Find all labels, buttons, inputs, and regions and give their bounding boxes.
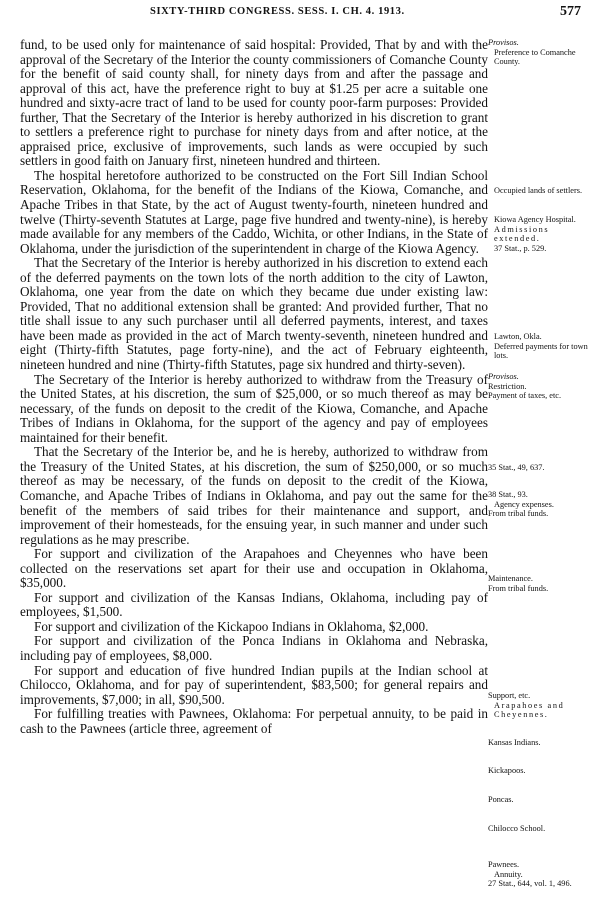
paragraph-pawnees: For fulfilling treaties with Pawnees, Oklahoma: For perpetual annuity, to be paid in cash to the Pawnees (article three, agreement of xyxy=(20,706,488,736)
margin-note-poncas: Poncas. xyxy=(488,795,514,804)
margin-note-maintenance: Maintenance. From tribal funds. xyxy=(488,574,549,593)
margin-note-lawton: Lawton, Okla. Deferred payments for town lots. xyxy=(494,332,588,361)
margin-note-chilocco: Chilocco School. xyxy=(488,824,546,833)
margin-note-stat-35: 35 Stat., 49, 637. xyxy=(488,463,545,472)
running-head: SIXTY-THIRD CONGRESS. SESS. I. CH. 4. 1913. xyxy=(150,6,405,17)
paragraph-agency-expenses: The Secretary of the Interior is hereby authorized to withdraw from the Treasury of the United States, at his discretion, the sum of $25,000, or so much thereof as may be necessary, of the funds on deposit to the credit of the Kiowa, Comanche, and Apache Tribes of Indians in Oklahoma, for the support of the agency and pay of employees maintained for their benefit. xyxy=(20,371,488,445)
paragraph-maintenance: That the Secretary of the Interior be, and he is hereby, authorized to withdraw from the Treasury of the United States, at his discretion, the sum of $250,000, or so much thereof as may be necessary, of the funds on deposit to the credit of the Kiowa, Comanche, and Apache Tribes of Indians in Oklahoma, and pay out the same for the benefit of the members of said tribes for their maintenance and support, and improvement of their homesteads, for the ensuing year, in such manner and under such regulations as he may prescribe. xyxy=(20,444,488,547)
margin-note-arapahoes: Support, etc. Arapahoes and Cheyennes. xyxy=(488,691,565,720)
margin-note-agency-expenses: 38 Stat., 93. Agency expenses. From tribal funds. xyxy=(488,490,554,519)
margin-note-kickapoos: Kickapoos. xyxy=(488,766,526,775)
margin-note-kiowa-hospital: Kiowa Agency Hospital. Admissions extended. 37 Stat., p. 529. xyxy=(494,215,576,253)
paragraph-ponca: For support and civilization of the Ponca Indians in Oklahoma and Nebraska, including pay of employees, $8,000. xyxy=(20,633,488,663)
margin-note-pawnees: Pawnees. Annuity. 27 Stat., 644, vol. 1, 496. xyxy=(488,860,572,889)
paragraph-arapahoes: For support and civilization of the Arapahoes and Cheyennes who have been collected on the reservations set apart for their use and occupation in Oklahoma, $35,000. xyxy=(20,546,488,591)
paragraph-kansas: For support and civilization of the Kansas Indians, Oklahoma, including pay of employees, $1,500. xyxy=(20,589,488,620)
margin-note-kansas: Kansas Indians. xyxy=(488,738,541,747)
page-header xyxy=(0,4,600,24)
paragraph-kickapoo: For support and civilization of the Kickapoo Indians in Oklahoma, $2,000. xyxy=(34,618,429,634)
paragraph-hospital-availability: The hospital heretofore authorized to be constructed on the Fort Sill Indian School Reservation, Oklahoma, for the benefit of the Indians of the Kiowa, Comanche, and Apache Tribes in that State, by the act of August twenty-fourth, nineteen hundred and twelve (Thirty-seventh Statutes at Large, page five hundred and twenty-nine), is hereby made available for any members of the Caddo, Wichita, or other Indians, in the State of Oklahoma, under the jurisdiction of the superintendent in charge of the Kiowa Agency. xyxy=(20,167,488,256)
paragraph-lawton-lots: That the Secretary of the Interior is hereby authorized in his discretion to extend each of the deferred payments on the town lots of the north addition to the city of Lawton, Oklahoma, one year from the date on which they became due under existing law: Provided, That no additional extension shall be granted: And provided further, That no title shall issue to any such purchaser until all deferred payments, interest, and taxes have been made as provided in the act of March twenty-seventh, nineteen hundred and eight (Thirty-fifth Statutes, page forty-nine), and the act of February eighteenth, nineteen hundred and nine (Thirty-fifth Statutes, page six hundred and thirty-seven). xyxy=(20,255,488,373)
paragraph-chilocco: For support and education of five hundred Indian pupils at the Indian school at Chilocco, Oklahoma, and for pay of superintendent, $83,500; for general repairs and improvements, $7,000; in all, $90,500. xyxy=(20,662,488,707)
margin-note-provisos: Provisos. Preference to Comanche County. xyxy=(488,38,576,67)
paragraph-hospital-fund: fund, to be used only for maintenance of said hospital: Provided, That by and with the approval of the Secretary of the Interior the county commissioners of Comanche County for the benefit of said county shall, for ninety days from and after the passage and approval of this act, have the preference right to buy at $1.25 per acre a suitable one hundred and sixty-acre tract of land to be used for county poor-farm purposes: Provided further, That the Secretary of the Interior is hereby authorized in his discretion to grant to settlers a preference right to purchase for ninety days from and after notice, at the appraised price, exclusive of improvements, such lands as were occupied by such settlers in good faith on January first, nineteen hundred and thirteen. xyxy=(20,37,488,169)
margin-note-occupied-lands: Occupied lands of settlers. xyxy=(494,186,583,195)
page-number: 577 xyxy=(560,4,581,19)
margin-note-restriction: Provisos. Restriction. Payment of taxes, etc. xyxy=(488,372,562,401)
body-text xyxy=(20,38,488,736)
